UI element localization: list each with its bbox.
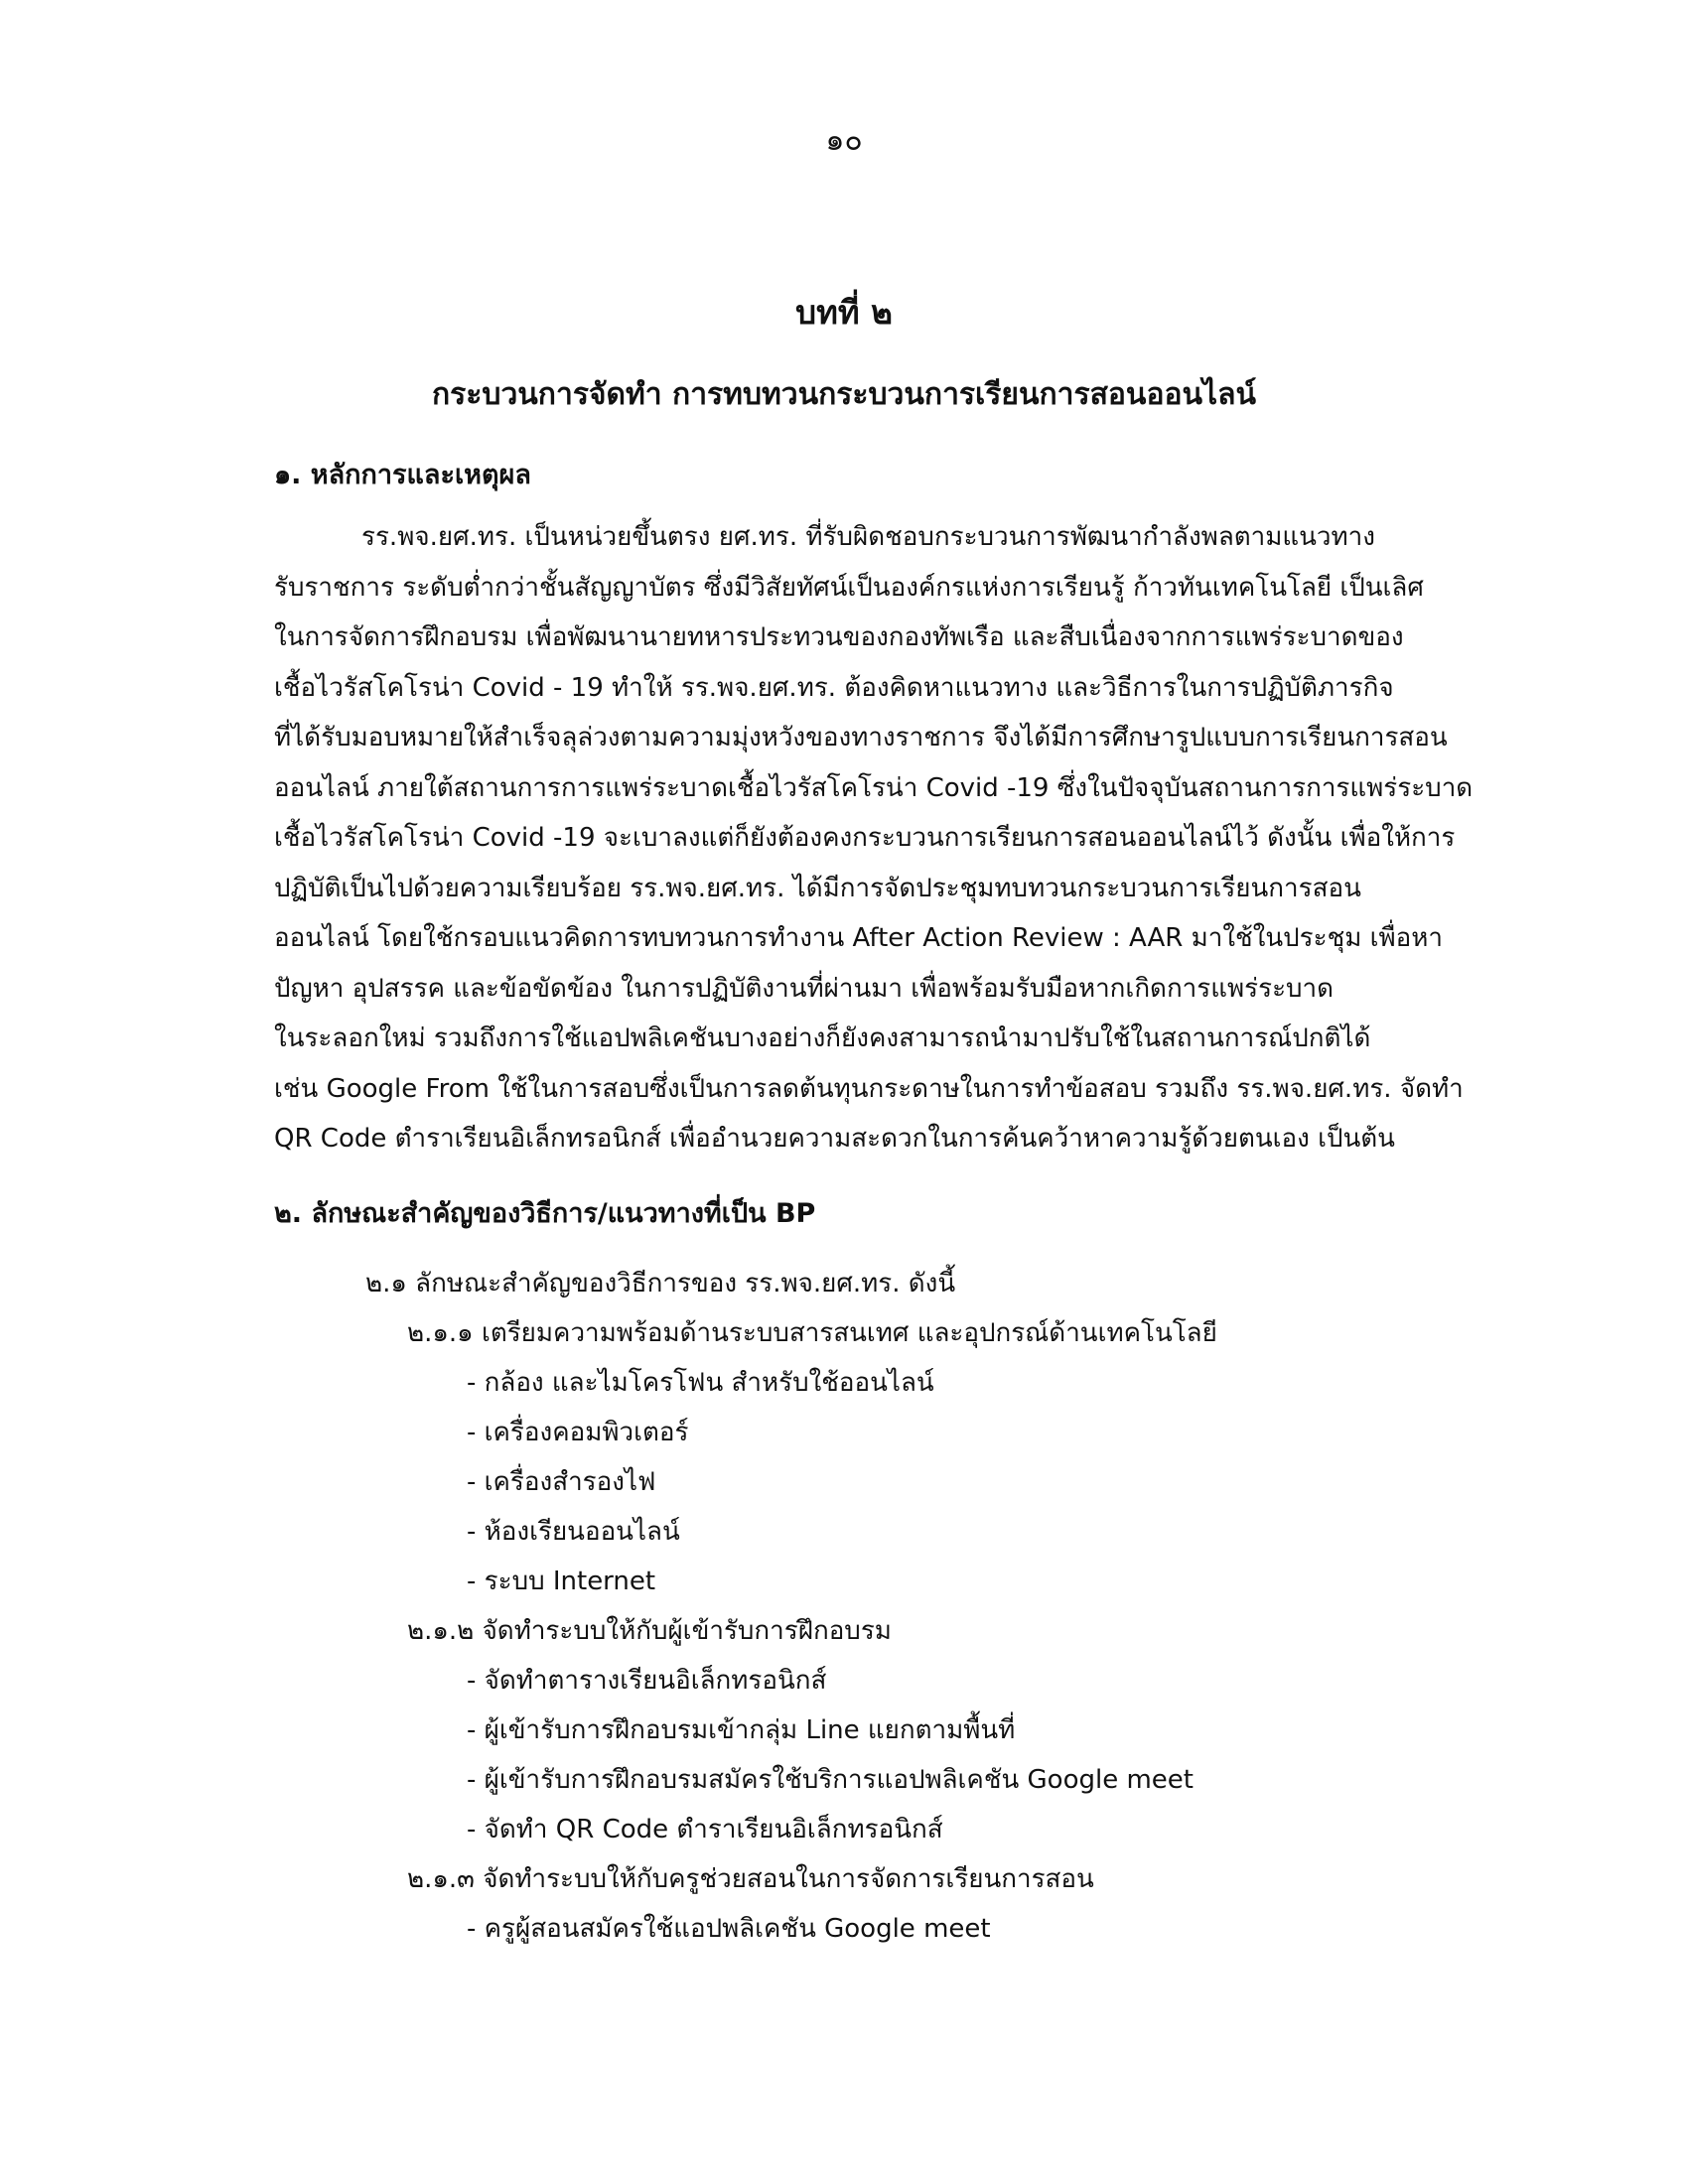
list-item: - ผู้เข้ารับการฝึกอบรมสมัครใช้บริการแอปพลิเคชัน Google meet bbox=[467, 1765, 1194, 1795]
paragraph-line: ในการจัดการฝึกอบรม เพื่อพัฒนานายทหารประทวนของกองทัพเรือ และสืบเนื่องจากการแพร่ระบาดของ bbox=[274, 622, 1404, 652]
paragraph-line: QR Code ตำราเรียนอิเล็กทรอนิกส์ เพื่ออำนวยความสะดวกในการค้นคว้าหาความรู้ด้วยตนเอง เป็นต้น bbox=[274, 1124, 1395, 1154]
list-item: - เครื่องคอมพิวเตอร์ bbox=[467, 1418, 689, 1447]
paragraph-line: รร.พจ.ยศ.ทร. เป็นหน่วยขึ้นตรง ยศ.ทร. ที่รับผิดชอบกระบวนการพัฒนากำลังพลตามแนวทาง bbox=[361, 522, 1375, 552]
paragraph-line: เชื้อไวรัสโคโรน่า Covid -19 จะเบาลงแต่ก็ยังต้องคงกระบวนการเรียนการสอนออนไลน์ไว้ ดังนั้น เพื่อให้การ bbox=[274, 823, 1456, 853]
list-item: - เครื่องสำรองไฟ bbox=[467, 1467, 656, 1497]
list-item: - กล้อง และไมโครโฟน สำหรับใช้ออนไลน์ bbox=[467, 1368, 934, 1398]
section-2-heading: ๒. ลักษณะสำคัญของวิธีการ/แนวทางที่เป็น BP bbox=[274, 1198, 816, 1229]
subsection-2-1-3-title: ๒.๑.๓ จัดทำระบบให้กับครูช่วยสอนในการจัดการเรียนการสอน bbox=[407, 1864, 1094, 1894]
subsection-2-1-2-title: ๒.๑.๒ จัดทำระบบให้กับผู้เข้ารับการฝึกอบรม bbox=[407, 1616, 892, 1646]
list-item: - ระบบ Internet bbox=[467, 1567, 656, 1596]
paragraph-line: ที่ได้รับมอบหมายให้สำเร็จลุล่วงตามความมุ่งหวังของทางราชการ จึงได้มีการศึกษารูปแบบการเรียนการสอน bbox=[274, 723, 1448, 752]
section-2-list bbox=[274, 1259, 1480, 1954]
paragraph-line: ปัญหา อุปสรรค และข้อขัดข้อง ในการปฏิบัติงานที่ผ่านมา เพื่อพร้อมรับมือหากเกิดการแพร่ระบาด bbox=[274, 973, 1335, 1004]
subsection-2-1-1-title: ๒.๑.๑ เตรียมความพร้อมด้านระบบสารสนเทศ และอุปกรณ์ด้านเทคโนโลยี bbox=[407, 1318, 1217, 1348]
chapter-title: บทที่ ๒ bbox=[795, 293, 893, 332]
list-item: - ห้องเรียนออนไลน์ bbox=[467, 1517, 680, 1547]
paragraph-line: เชื้อไวรัสโคโรน่า Covid - 19 ทำให้ รร.พจ.ยศ.ทร. ต้องคิดหาแนวทาง และวิธีการในการปฏิบัติภารกิจ bbox=[274, 672, 1394, 703]
list-item: - ผู้เข้ารับการฝึกอบรมเข้ากลุ่ม Line แยกตามพื้นที่ bbox=[467, 1715, 1016, 1745]
paragraph-line: ออนไลน์ โดยใช้กรอบแนวคิดการทบทวนการทำงาน After Action Review : AAR มาใช้ในประชุม เพื่อหา bbox=[274, 923, 1444, 953]
list-item: - จัดทำตารางเรียนอิเล็กทรอนิกส์ bbox=[467, 1666, 827, 1696]
list-item: - จัดทำ QR Code ตำราเรียนอิเล็กทรอนิกส์ bbox=[467, 1815, 943, 1844]
subsection-2-1-title: ๒.๑ ลักษณะสำคัญของวิธีการของ รร.พจ.ยศ.ทร. ดังนี้ bbox=[365, 1269, 956, 1298]
section-1-heading: ๑. หลักการและเหตุผล bbox=[274, 460, 531, 490]
paragraph-line: เช่น Google From ใช้ในการสอบซึ่งเป็นการลดต้นทุนกระดาษในการทำข้อสอบ รวมถึง รร.พจ.ยศ.ทร. จัดทำ bbox=[274, 1073, 1464, 1104]
section-1-paragraph bbox=[274, 512, 1480, 1164]
paragraph-line: รับราชการ ระดับต่ำกว่าชั้นสัญญาบัตร ซึ่งมีวิสัยทัศน์เป็นองค์กรแห่งการเรียนรู้ ก้าวทันเทคโนโลยี เป็นเลิศ bbox=[274, 572, 1424, 603]
list-item: - ครูผู้สอนสมัครใช้แอปพลิเคชัน Google meet bbox=[467, 1914, 991, 1944]
paragraph-line: ปฏิบัติเป็นไปด้วยความเรียบร้อย รร.พจ.ยศ.ทร. ได้มีการจัดประชุมทบทวนกระบวนการเรียนการสอน bbox=[274, 873, 1361, 903]
document-title: กระบวนการจัดทำ การทบทวนกระบวนการเรียนการสอนออนไลน์ bbox=[432, 377, 1256, 412]
paragraph-line: ในระลอกใหม่ รวมถึงการใช้แอปพลิเคชันบางอย่างก็ยังคงสามารถนำมาปรับใช้ในสถานการณ์ปกติได้ bbox=[274, 1024, 1371, 1053]
paragraph-line: ออนไลน์ ภายใต้สถานการการแพร่ระบาดเชื้อไวรัสโคโรน่า Covid -19 ซึ่งในปัจจุบันสถานการการแพร่ระบาด bbox=[274, 772, 1474, 803]
page-number: ๑๐ bbox=[825, 123, 863, 158]
